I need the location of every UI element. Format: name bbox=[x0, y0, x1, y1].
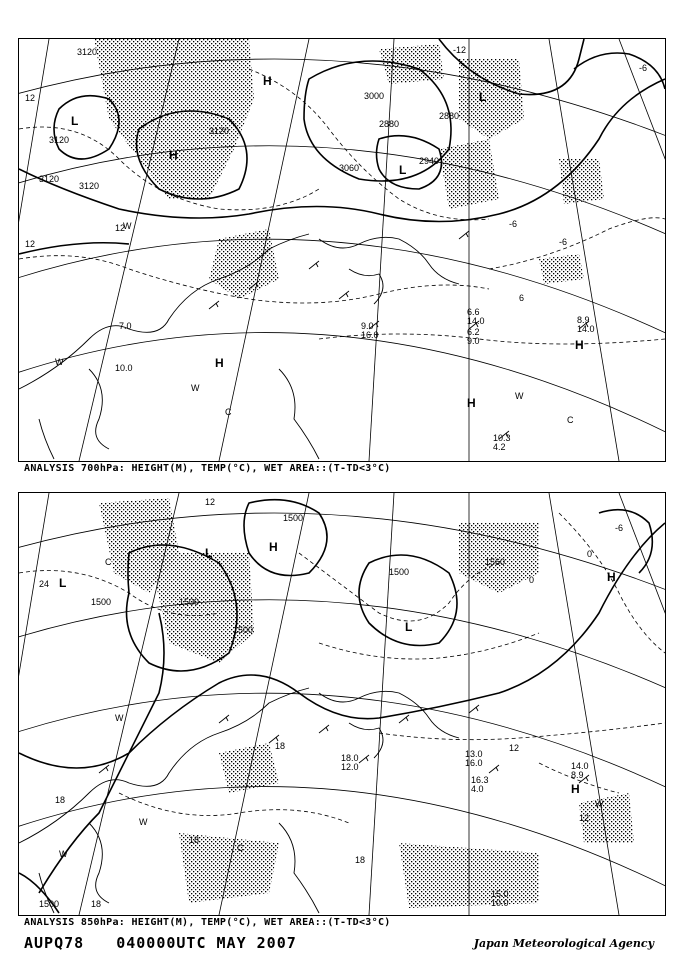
isotherm-label: 6 bbox=[519, 293, 525, 303]
isotherm-label: -6 bbox=[559, 237, 568, 247]
isotherm-label: 12 bbox=[579, 813, 590, 823]
isotherm-label: -6 bbox=[509, 219, 518, 229]
high-pressure-center: H bbox=[467, 396, 476, 410]
chart-code: AUPQ78 bbox=[24, 934, 85, 952]
height-label: 2940 bbox=[419, 156, 440, 166]
isotherm-label: 12 bbox=[25, 239, 36, 249]
height-label: 1500 bbox=[179, 597, 200, 607]
station-value: 9.0 bbox=[467, 336, 480, 346]
isotherm-label: -6 bbox=[639, 63, 648, 73]
station-value: 8.9 bbox=[577, 315, 590, 325]
height-label: 3000 bbox=[364, 91, 385, 101]
isotherm-label: 18 bbox=[91, 899, 102, 909]
isotherm-label: 18 bbox=[275, 741, 286, 751]
height-label: 3120 bbox=[209, 126, 230, 136]
caption-850hpa: ANALYSIS 850hPa: HEIGHT(M), TEMP(°C), WET AREA::(T-TD<3°C) bbox=[24, 917, 391, 928]
analysis-map-700hpa bbox=[18, 38, 666, 462]
height-label: 3120 bbox=[49, 135, 70, 145]
station-value: 10.0 bbox=[491, 898, 509, 908]
agency-credit: Japan Meteorological Agency bbox=[473, 937, 654, 950]
isotherm-label: 12 bbox=[205, 497, 216, 507]
warm-center-marker: W bbox=[115, 713, 124, 723]
warm-center-marker: W bbox=[123, 221, 132, 231]
high-pressure-center: H bbox=[575, 338, 584, 352]
map-850hpa-svg bbox=[19, 493, 665, 915]
height-label: 2880 bbox=[439, 111, 460, 121]
station-value: 13.0 bbox=[465, 749, 483, 759]
height-label: 3120 bbox=[79, 181, 100, 191]
height-label: 1500 bbox=[39, 899, 60, 909]
height-label: 1500 bbox=[91, 597, 112, 607]
station-value: 16.0 bbox=[465, 758, 483, 768]
high-pressure-center: H bbox=[169, 148, 178, 162]
height-label: 1500 bbox=[389, 567, 410, 577]
isotherm-label: 0 bbox=[529, 575, 535, 585]
station-value: 9.0 bbox=[361, 321, 374, 331]
station-value: 18.0 bbox=[341, 753, 359, 763]
station-value: 6.6 bbox=[467, 307, 480, 317]
station-value: 10.0 bbox=[115, 363, 133, 373]
station-value: 14.0 bbox=[467, 316, 485, 326]
high-pressure-center: H bbox=[571, 782, 580, 796]
high-pressure-center: H bbox=[607, 570, 616, 584]
station-value: 4.0 bbox=[471, 784, 484, 794]
height-label: 1560 bbox=[485, 557, 506, 567]
station-value: 7.0 bbox=[119, 321, 132, 331]
station-value: 14.0 bbox=[571, 761, 589, 771]
cold-center-marker: C bbox=[225, 407, 232, 417]
warm-center-marker: W bbox=[515, 391, 524, 401]
wet-areas-850 bbox=[99, 498, 634, 908]
warm-center-marker: W bbox=[595, 799, 604, 809]
isotherm-label: 12 bbox=[509, 743, 520, 753]
isotherm-label: -6 bbox=[615, 523, 624, 533]
isotherm-label: 12 bbox=[25, 93, 36, 103]
station-value: 8.9 bbox=[571, 770, 584, 780]
station-value: 4.2 bbox=[493, 442, 506, 452]
cold-center-marker: C bbox=[105, 557, 112, 567]
height-label: 3120 bbox=[77, 47, 98, 57]
height-label: 1500 bbox=[233, 625, 254, 635]
analysis-map-850hpa bbox=[18, 492, 666, 916]
warm-center-marker: W bbox=[191, 383, 200, 393]
station-value: 16.3 bbox=[471, 775, 489, 785]
low-pressure-center: L bbox=[59, 576, 67, 590]
warm-center-marker: W bbox=[55, 357, 64, 367]
isotherm-label: -12 bbox=[453, 45, 467, 55]
station-value: 12.0 bbox=[341, 762, 359, 772]
height-label: 2880 bbox=[379, 119, 400, 129]
isotherm-label: 12 bbox=[115, 223, 126, 233]
station-value: 16.0 bbox=[361, 330, 379, 340]
height-label: 1500 bbox=[283, 513, 304, 523]
station-value: 14.0 bbox=[577, 324, 595, 334]
low-pressure-center: L bbox=[399, 163, 407, 177]
station-value: 15.0 bbox=[491, 889, 509, 899]
map-700hpa-svg bbox=[19, 39, 665, 461]
isotherm-label: 18 bbox=[189, 835, 200, 845]
station-value: 10.3 bbox=[493, 433, 511, 443]
high-pressure-center: H bbox=[269, 540, 278, 554]
low-pressure-center: L bbox=[405, 620, 413, 634]
low-pressure-center: L bbox=[71, 114, 79, 128]
analysis-datetime: 040000UTC MAY 2007 bbox=[116, 934, 297, 952]
chart-identifier bbox=[24, 934, 319, 952]
height-label: 3060 bbox=[339, 163, 360, 173]
isotherm-label: 18 bbox=[55, 795, 66, 805]
warm-center-marker: W bbox=[59, 849, 68, 859]
low-pressure-center: L bbox=[479, 90, 487, 104]
caption-700hpa: ANALYSIS 700hPa: HEIGHT(M), TEMP(°C), WET AREA::(T-TD<3°C) bbox=[24, 463, 391, 474]
isotherm-label: 18 bbox=[355, 855, 366, 865]
isotherm-label: 0 bbox=[587, 549, 593, 559]
low-pressure-center: L bbox=[205, 546, 213, 560]
cold-center-marker: C bbox=[567, 415, 574, 425]
height-label: 3120 bbox=[39, 174, 60, 184]
high-pressure-center: H bbox=[215, 356, 224, 370]
high-pressure-center: H bbox=[263, 74, 272, 88]
warm-center-marker: W bbox=[139, 817, 148, 827]
isotherm-label: 24 bbox=[39, 579, 50, 589]
cold-center-marker: C bbox=[237, 843, 244, 853]
station-value: 6.2 bbox=[467, 327, 480, 337]
